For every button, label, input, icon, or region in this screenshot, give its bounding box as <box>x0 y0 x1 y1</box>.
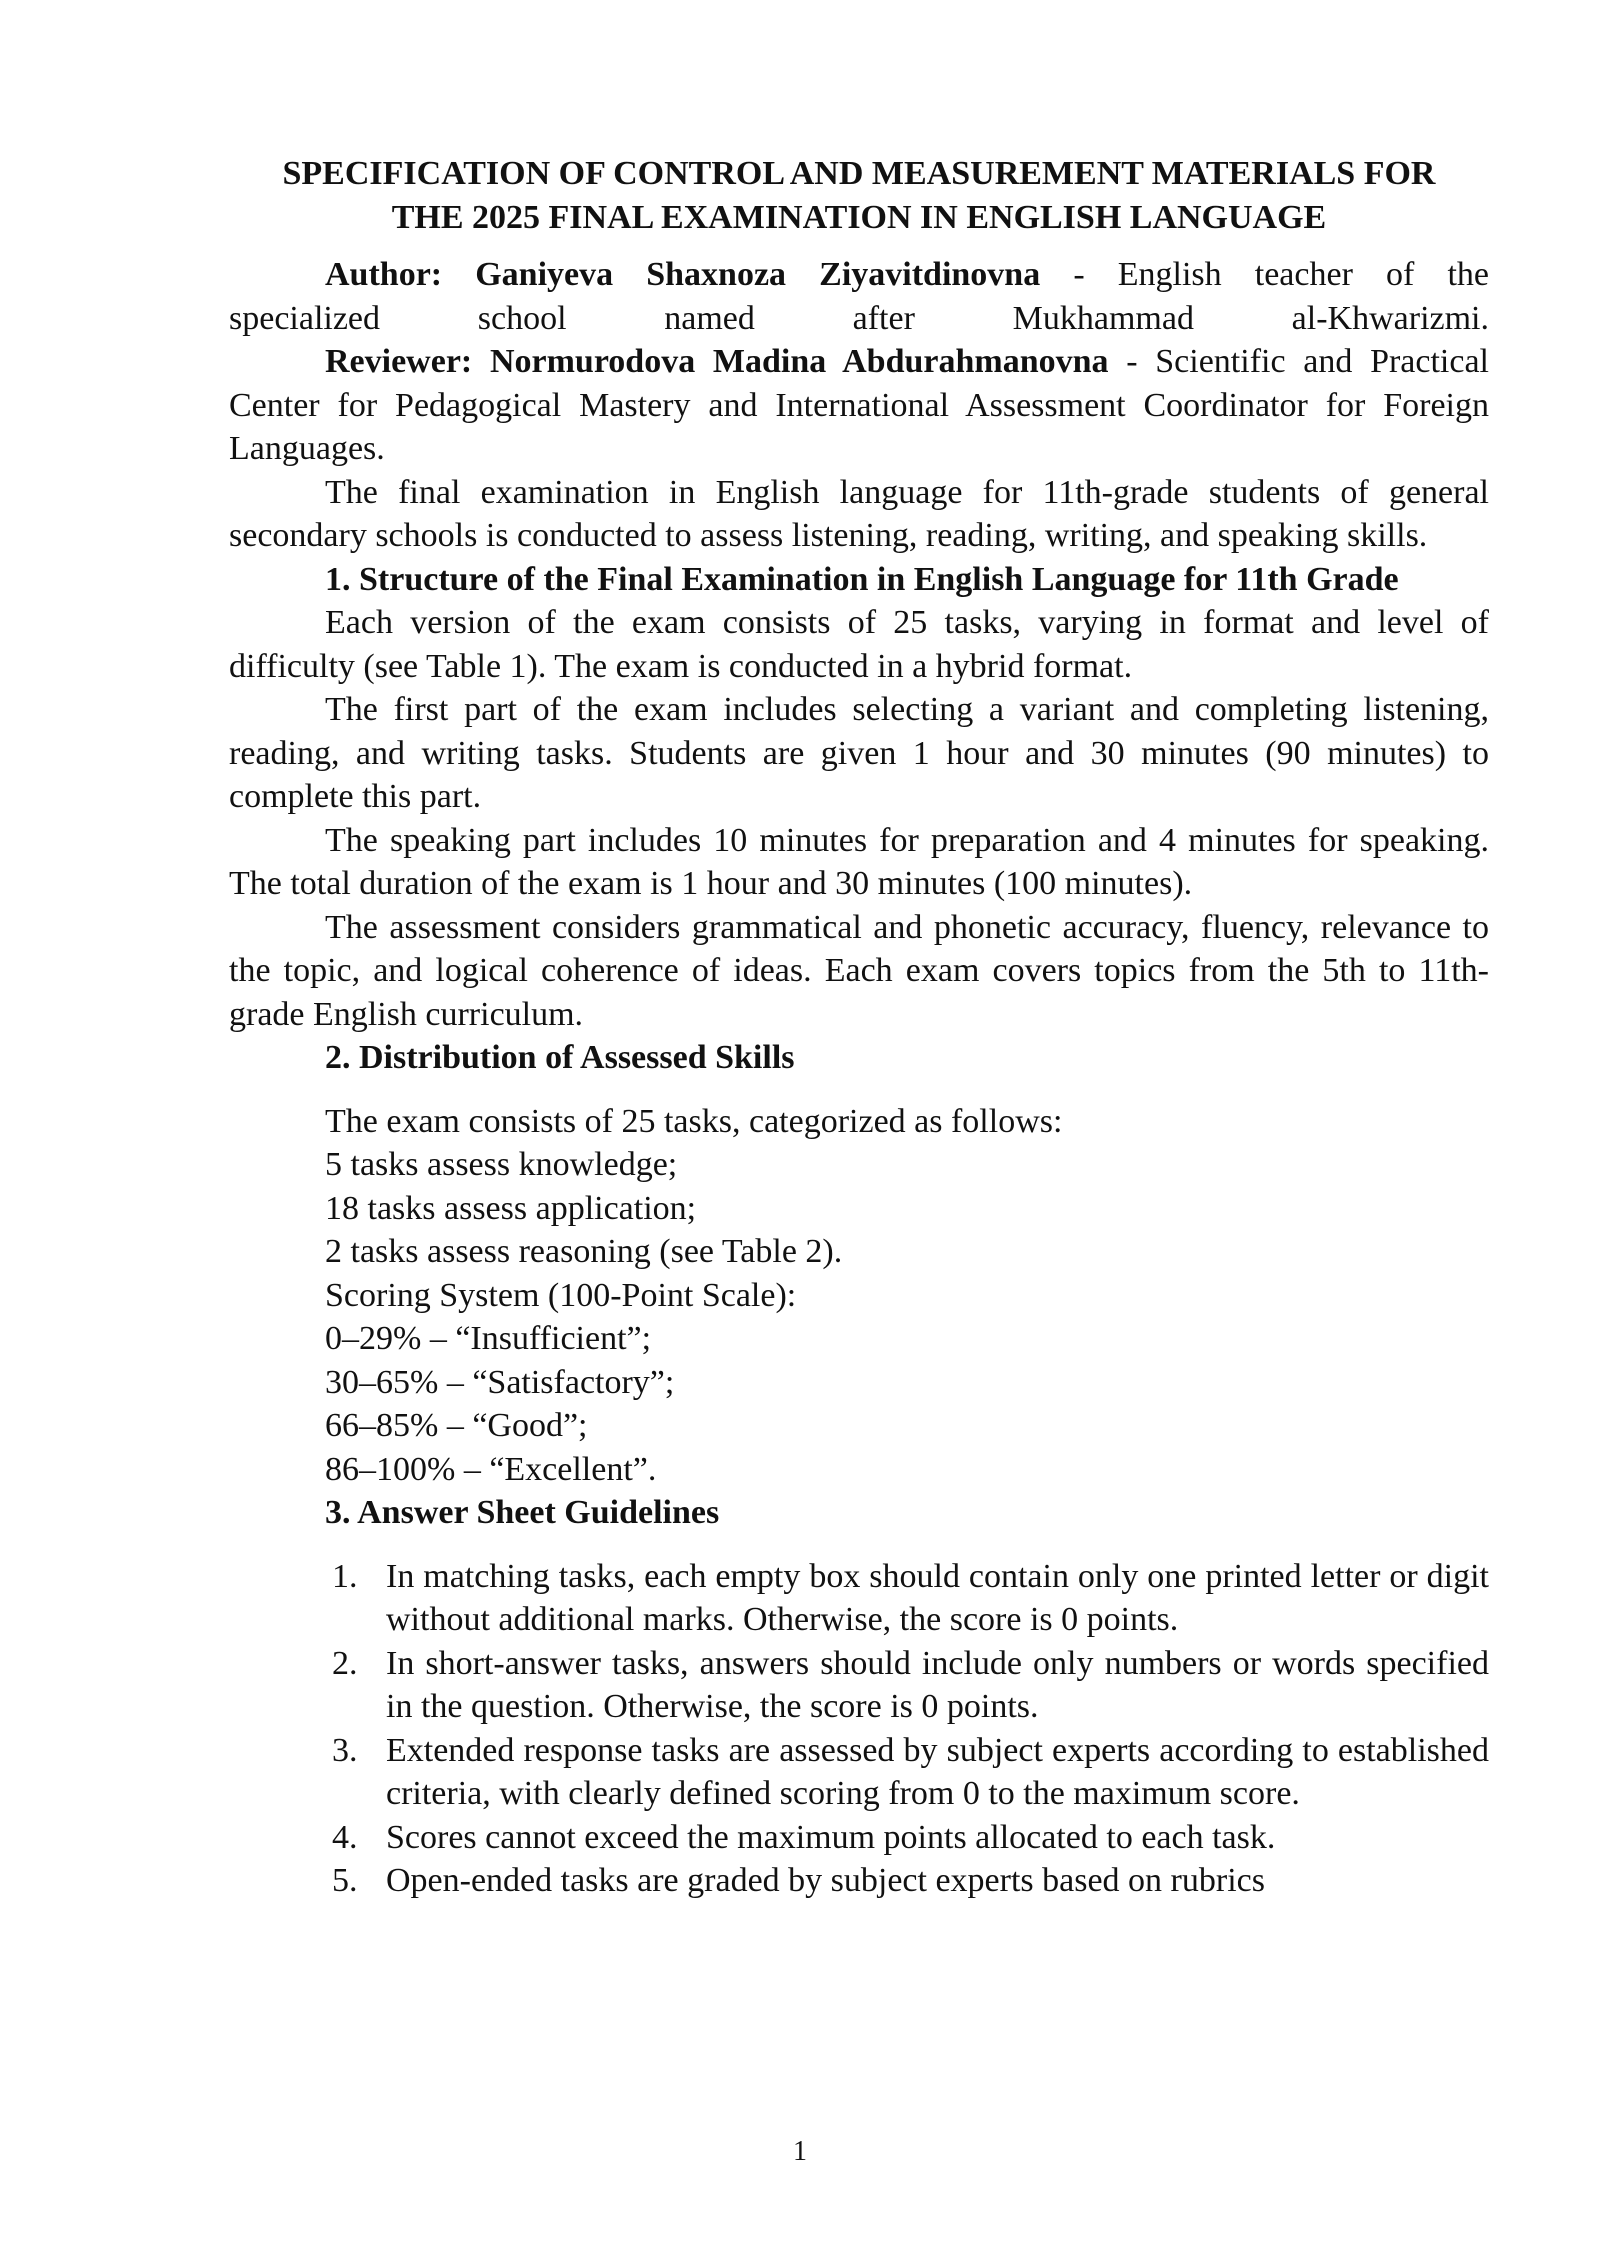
section1-heading: 1. Structure of the Final Examination in English Language for 11th Grade <box>325 560 1399 598</box>
reviewer-paragraph <box>229 340 1489 471</box>
section3-heading: 3. Answer Sheet Guidelines <box>325 1494 720 1531</box>
list-item-text: In matching tasks, each empty box should contain only one printed letter or digit without additional marks. Otherwise, the score is 0 points. <box>386 1557 1489 1638</box>
section2-line: 0–29% – “Insufficient”; <box>325 1320 652 1357</box>
author-label: Author: Ganiyeva Shaxnoza Ziyavitdinovna <box>325 256 1041 293</box>
section2-line: 86–100% – “Excellent”. <box>325 1450 657 1488</box>
list-item-number: 4. <box>332 1818 358 1856</box>
section2-line: 5 tasks assess knowledge; <box>325 1146 678 1183</box>
list-item <box>332 1729 1489 1816</box>
list-item <box>332 1859 1489 1903</box>
author-description-line1: - English teacher of the <box>1040 256 1489 293</box>
section1-paragraph: The first part of the exam includes selecting a variant and completing listening, reading, and writing tasks. Students are given 1 hour and 30 minutes (90 minutes) to complete this part. <box>229 691 1489 815</box>
section2-line: 30–65% – “Satisfactory”; <box>325 1363 675 1401</box>
section1-paragraph: Each version of the exam consists of 25 tasks, varying in format and level of difficulty (see Table 1). The exam is conducted in a hybrid format. <box>229 604 1489 685</box>
list-item-text: In short-answer tasks, answers should include only numbers or words specified in the question. Otherwise, the score is 0 points. <box>386 1644 1489 1725</box>
section2-heading: 2. Distribution of Assessed Skills <box>325 1039 795 1076</box>
list-item <box>332 1555 1489 1642</box>
list-item-number: 2. <box>332 1644 358 1682</box>
section2-line: 66–85% – “Good”; <box>325 1407 588 1444</box>
document-body <box>229 152 1489 1903</box>
section2-line: The exam consists of 25 tasks, categorized as follows: <box>325 1102 1063 1140</box>
section2-line: 18 tasks assess application; <box>325 1189 697 1227</box>
reviewer-label: Reviewer: Normurodova Madina Abdurahmanovna <box>325 343 1109 380</box>
list-item-text: Scores cannot exceed the maximum points allocated to each task. <box>386 1818 1276 1856</box>
author-description-line2: specialized school named after Mukhammad al-Khwarizmi. <box>229 299 1489 337</box>
reviewer-description: - Scientific and Practical Center for Pedagogical Mastery and International Assessment Coordinator for Foreign Languages. <box>229 343 1489 467</box>
list-item-number: 5. <box>332 1862 358 1899</box>
author-paragraph <box>229 253 1489 297</box>
page-number: 1 <box>793 2136 807 2167</box>
list-item-number: 3. <box>332 1731 358 1769</box>
section1-paragraph: The speaking part includes 10 minutes for preparation and 4 minutes for speaking. The total duration of the exam is 1 hour and 30 minutes (100 minutes). <box>229 821 1489 902</box>
section2-line: 2 tasks assess reasoning (see Table 2). <box>325 1233 843 1270</box>
list-item <box>332 1642 1489 1729</box>
document-title: SPECIFICATION OF CONTROL AND MEASUREMENT MATERIALS FOR THE 2025 FINAL EXAMINATION IN ENGLISH LANGUAGE <box>282 155 1436 236</box>
list-item-text: Extended response tasks are assessed by subject experts according to established criteria, with clearly defined scoring from 0 to the maximum score. <box>386 1731 1489 1812</box>
list-item-text: Open-ended tasks are graded by subject experts based on rubrics <box>386 1862 1265 1899</box>
guidelines-list <box>229 1555 1489 1903</box>
section1-paragraph: The assessment considers grammatical and phonetic accuracy, fluency, relevance to the topic, and logical coherence of ideas. Each exam covers topics from the 5th to 11th-grade English curriculum. <box>229 908 1489 1033</box>
section2-line: Scoring System (100-Point Scale): <box>325 1276 797 1314</box>
intro-paragraph: The final examination in English language for 11th-grade students of general secondary schools is conducted to assess listening, reading, writing, and speaking skills. <box>229 473 1489 554</box>
spacer <box>229 1535 1489 1555</box>
list-item-number: 1. <box>332 1557 358 1595</box>
list-item <box>332 1816 1489 1860</box>
spacer <box>229 1080 1489 1100</box>
